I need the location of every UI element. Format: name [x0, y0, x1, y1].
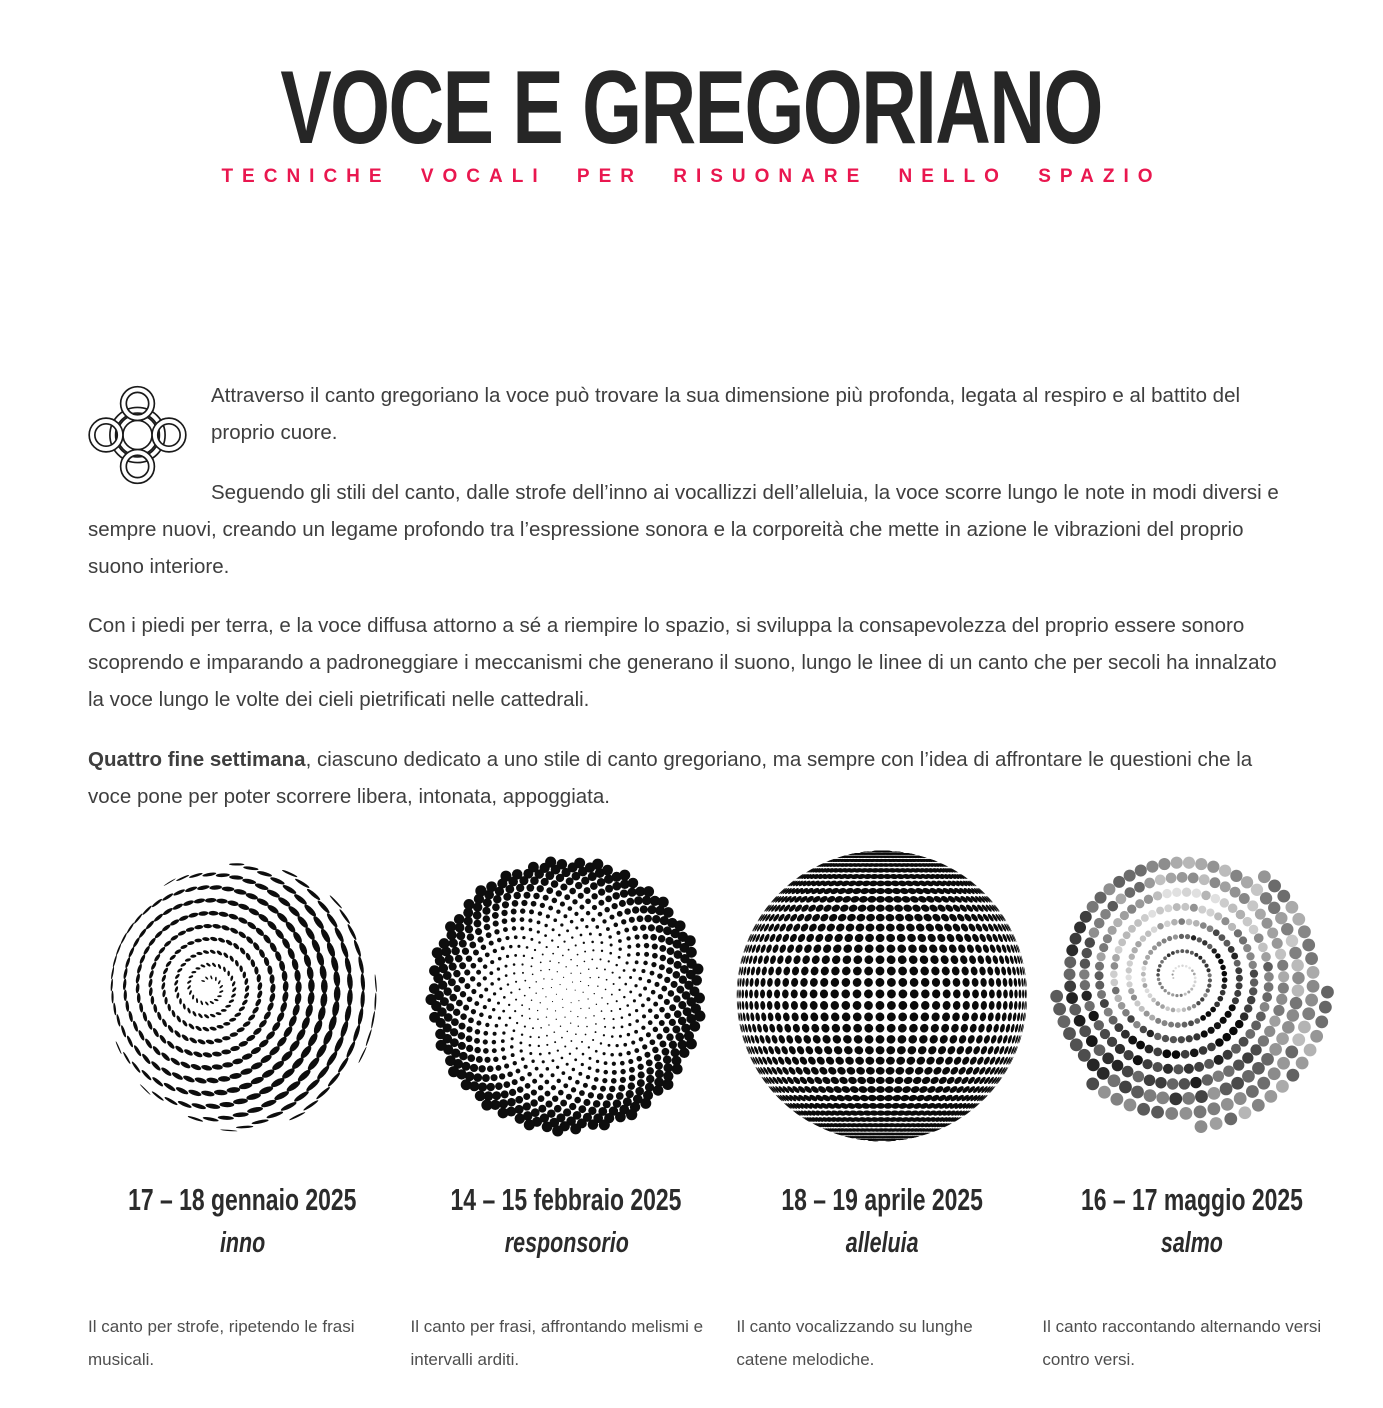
workshops-grid: [88, 850, 1322, 1376]
workshop-date: 16 – 17 maggio 2025: [1081, 1181, 1304, 1217]
page-title: [0, 50, 1383, 166]
spiral-dot-sphere-image: [96, 850, 388, 1142]
workshop-description: Il canto per frasi, affrontando melismi e intervalli arditi.: [410, 1316, 704, 1370]
grayscale-spiral-dot-sphere-image: [1046, 850, 1338, 1142]
intro-paragraph-4-rest: , ciascuno dedicato a uno stile di canto gregoriano, ma sempre con l’idea di affrontare le questioni che la voce pone per poter scorrere libera, intonata, appoggiata.: [88, 748, 1253, 809]
page-title-text: VOCE E GREGORIANO: [280, 50, 1103, 166]
workshop-style-label: alleluia: [846, 1226, 919, 1259]
intro-paragraph-4-bold: Quattro fine settimana: [88, 748, 306, 772]
intro-paragraph-3: Con i piedi per terra, e la voce diffusa attorno a sé a riempire lo spazio, si sviluppa la consapevolezza del proprio essere sonoro scoprendo e imparando a padroneggiare i meccanismi che generano il suono, lungo le linee di un canto che per secoli ha innalzato la voce lungo le volte dei cieli pietrificati nelle cattedrali.: [88, 614, 1277, 712]
workshop-card-salmo: [1042, 850, 1342, 1376]
workshop-card-alleluia: [736, 850, 1028, 1376]
workshop-date: 14 – 15 febbraio 2025: [451, 1181, 682, 1217]
workshop-description: Il canto vocalizzando su lunghe catene melodiche.: [736, 1316, 973, 1370]
workshop-style-label: salmo: [1161, 1226, 1224, 1259]
workshop-style-label: responsorio: [504, 1226, 629, 1259]
halftone-dot-sphere-image: [736, 850, 1028, 1142]
intro-section: [88, 378, 1295, 816]
workshop-description: Il canto per strofe, ripetendo le frasi musicali.: [88, 1316, 355, 1370]
intro-paragraph-1: Attraverso il canto gregoriano la voce può trovare la sua dimensione più profonda, legata al respiro e al battito del proprio cuore.: [211, 384, 1241, 444]
intro-paragraph-2: Seguendo gli stili del canto, dalle strofe dell’inno ai vocallizzi dell’alleluia, la voce scorre lungo le note in modi diversi e sempre nuovi, creando un legame profondo tra l’espressione sonora e la corporeità che mette in azione le vibrazioni del proprio suono interiore.: [88, 480, 1279, 578]
workshop-card-inno: [88, 850, 396, 1376]
intro-paragraph-4: [88, 742, 1295, 816]
workshop-date: 17 – 18 gennaio 2025: [128, 1181, 357, 1217]
header: [0, 0, 1383, 188]
workshop-date: 18 – 19 aprile 2025: [781, 1181, 984, 1217]
page-subtitle: TECNICHE VOCALI PER RISUONARE NELLO SPAZIO: [221, 166, 1162, 187]
workshop-style-label: inno: [219, 1226, 265, 1259]
phyllotaxis-dot-sphere-image: [420, 850, 712, 1142]
quatrefoil-knot-icon: [88, 382, 187, 488]
workshop-description: Il canto raccontando alternando versi contro versi.: [1042, 1316, 1322, 1370]
workshop-card-responsorio: [410, 850, 722, 1376]
